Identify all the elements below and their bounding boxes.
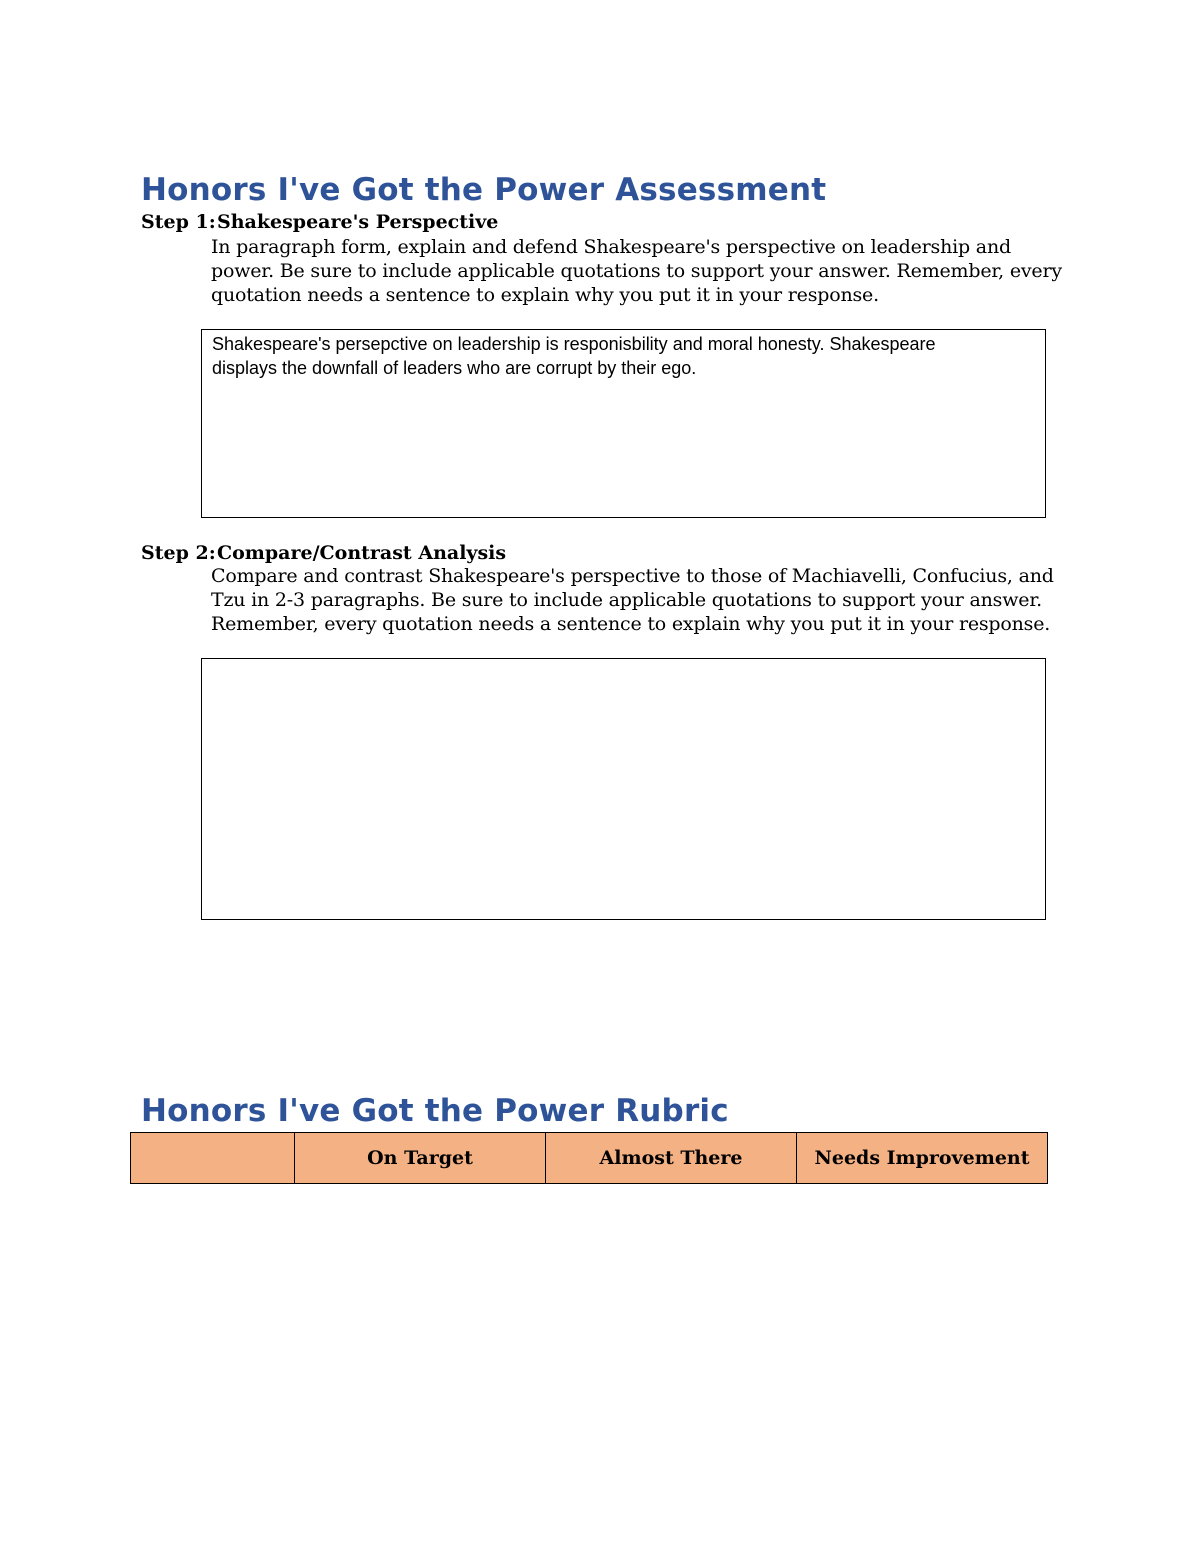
step2-label: Step 2: — [141, 542, 216, 564]
rubric-header-row — [131, 1133, 1048, 1184]
rubric-header-almost-there: Almost There — [546, 1133, 797, 1184]
step2-instruction-line: Remember, every quotation needs a sentence to explain why you put it in your response. — [211, 613, 1051, 635]
rubric-title: Honors I've Got the Power Rubric — [141, 1093, 729, 1129]
step1-instruction-line: quotation needs a sentence to explain why you put it in your response. — [211, 284, 879, 306]
rubric-header-needs-improvement: Needs Improvement — [797, 1133, 1048, 1184]
step1-response-line: displays the downfall of leaders who are corrupt by their ego. — [212, 358, 697, 378]
step2-heading-text: Compare/Contrast Analysis — [217, 542, 507, 564]
rubric-header-on-target: On Target — [295, 1133, 546, 1184]
step2-instruction-line: Tzu in 2-3 paragraphs. Be sure to include applicable quotations to support your answer. — [211, 589, 1042, 611]
step1-response-text — [202, 330, 1045, 380]
step1-instruction-line: In paragraph form, explain and defend Shakespeare's perspective on leadership and — [211, 236, 1011, 258]
step1-label: Step 1: — [141, 211, 216, 233]
step1-instruction-line: power. Be sure to include applicable quotations to support your answer. Remember, every — [211, 260, 1062, 282]
step2-instructions — [211, 564, 1071, 636]
step1-response-line: Shakespeare's persepctive on leadership is responisbility and moral honesty. Shakespeare — [212, 334, 936, 354]
step1-heading-text: Shakespeare's Perspective — [217, 211, 499, 233]
rubric-table — [130, 1132, 1048, 1184]
step1-response-box[interactable] — [201, 329, 1046, 518]
step1-instructions — [211, 235, 1071, 307]
assessment-title: Honors I've Got the Power Assessment — [141, 172, 827, 208]
step2-response-box[interactable] — [201, 658, 1046, 920]
step1-heading — [141, 210, 498, 234]
step2-instruction-line: Compare and contrast Shakespeare's perspective to those of Machiavelli, Confucius, and — [211, 565, 1054, 587]
rubric-header-criteria — [131, 1133, 295, 1184]
step2-heading — [141, 541, 506, 565]
